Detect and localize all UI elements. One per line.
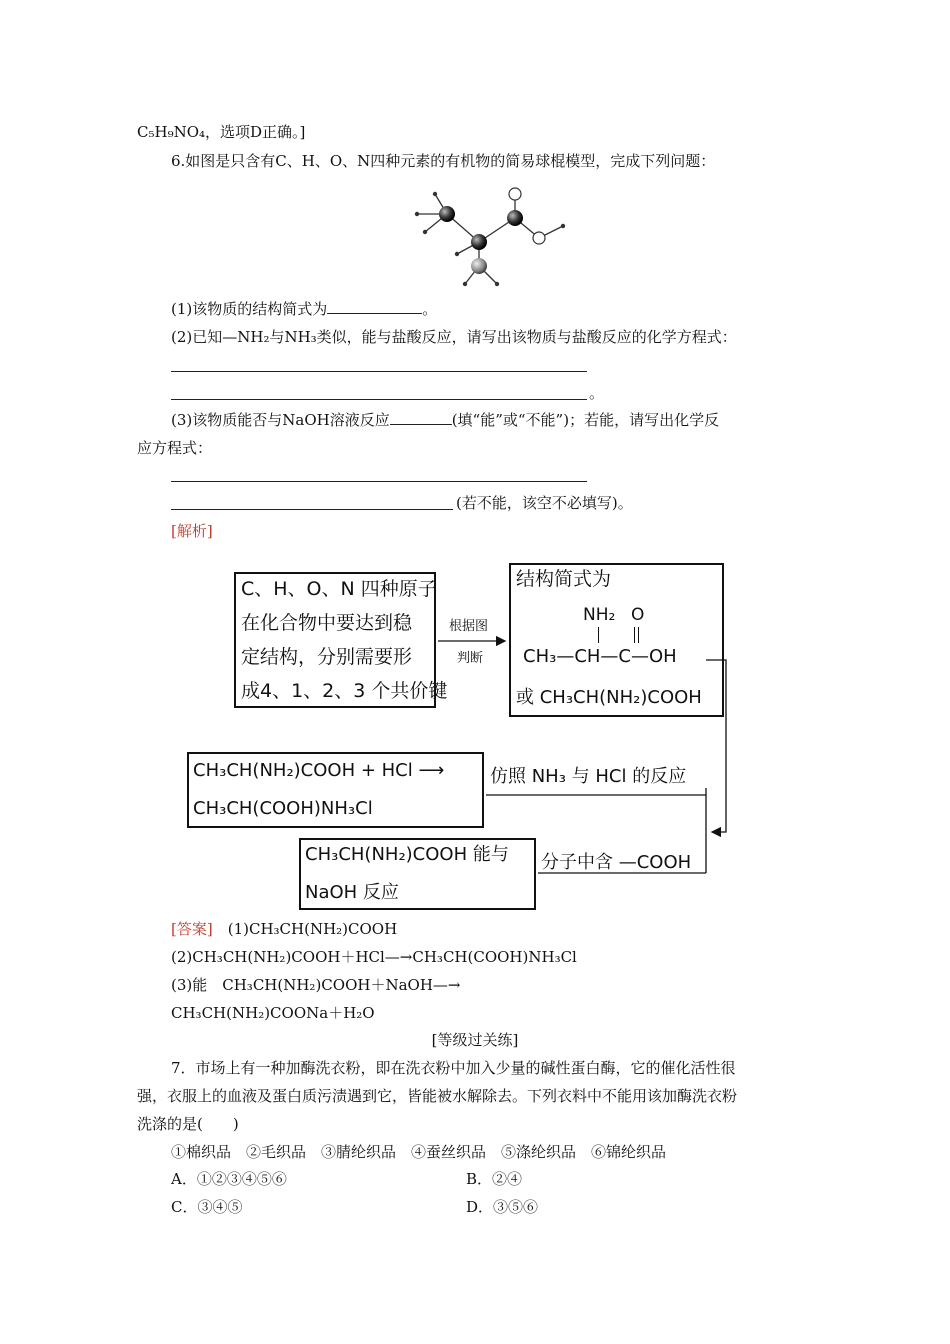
q7-line3: 洗涤的是( ) — [137, 1115, 239, 1133]
bond-vertical-n — [598, 627, 599, 643]
answer-blank-1[interactable] — [327, 299, 422, 314]
oxygen-atom-1 — [509, 188, 521, 200]
q6-part3-tail: (若不能，该空不必填写)。 — [456, 494, 633, 512]
flow-condition-hcl: 仿照 NH₃ 与 HCl 的反应 — [490, 766, 687, 787]
answer-3b: CH₃CH(NH₂)COONa＋H₂O — [171, 1004, 375, 1022]
carbon-atom-3 — [507, 210, 523, 226]
carbon-atom-2 — [471, 234, 487, 250]
flow-box2-title: 结构简式为 — [516, 568, 612, 590]
q7-line2: 强，衣服上的血液及蛋白质污渍遇到它，皆能被水解除去。下列衣料中不能用该加酶洗衣粉 — [137, 1087, 738, 1105]
flow-box-hcl-reaction — [187, 752, 484, 828]
q6-part2-end: 。 — [589, 384, 605, 402]
flow-box1-line1: C、H、O、N 四种原子 — [241, 578, 437, 600]
q7-option-c[interactable]: C．③④⑤ — [171, 1198, 243, 1216]
section-title: [等级过关练] — [431, 1031, 519, 1049]
ball-stick-model — [405, 180, 585, 290]
q6-part1-end: 。 — [422, 300, 438, 318]
q6-stem: 6.如图是只含有C、H、O、N四种元素的有机物的简易球棍模型，完成下列问题： — [171, 152, 716, 170]
flow-box3-line2: CH₃CH(COOH)NH₃Cl — [193, 798, 373, 819]
flow-box1-line2: 在化合物中要达到稳 — [241, 612, 413, 634]
q7-option-b[interactable]: B．②④ — [466, 1170, 523, 1188]
q5-tail: C₅H₉NO₄，选项D正确。] — [137, 123, 306, 141]
bond-double-o-1 — [634, 627, 635, 643]
q7-items: ①棉织品 ②毛织品 ③腈纶织品 ④蚕丝织品 ⑤涤纶织品 ⑥锦纶织品 — [171, 1143, 667, 1161]
flow-box-principle — [234, 572, 448, 708]
flow-box4-line1: CH₃CH(NH₂)COOH 能与 — [305, 844, 509, 865]
arrow1-label-bottom: 判断 — [457, 651, 484, 666]
q7-line1: 7．市场上有一种加酶洗衣粉，即在洗衣粉中加入少量的碱性蛋白酶，它的催化活性很 — [171, 1059, 736, 1077]
flow-box-naoh-reaction — [299, 838, 536, 910]
q6-part3-text: (3)该物质能否与NaOH溶液反应 — [171, 411, 390, 429]
q6-part1-text: (1)该物质的结构简式为 — [171, 300, 328, 318]
flow-condition-cooh: 分子中含 —COOH — [541, 852, 692, 873]
flow-box4-line2: NaOH 反应 — [305, 882, 399, 903]
answer-line-3b[interactable] — [171, 509, 453, 510]
flow-box1-line3: 定结构，分别需要形 — [241, 646, 413, 668]
q6-part2: (2)已知—NH₂与NH₃类似，能与盐酸反应，请写出该物质与盐酸反应的化学方程式： — [171, 328, 737, 346]
answer-1: (1)CH₃CH(NH₂)COOH — [227, 920, 398, 938]
answer-line-2b[interactable] — [171, 399, 587, 400]
flow-box1-line4: 成4、1、2、3 个共价键 — [241, 680, 448, 702]
q7-option-a[interactable]: A．①②③④⑤⑥ — [171, 1170, 287, 1188]
q6-part3 — [171, 409, 719, 431]
q6-part3-hint: (填“能”或“不能”)；若能，请写出化学反 — [451, 411, 720, 429]
q6-part1 — [171, 298, 437, 320]
flow-box-structure — [509, 563, 724, 717]
answer-blank-3[interactable] — [390, 410, 452, 425]
arrow1-label-top: 根据图 — [449, 619, 489, 634]
bond-double-o-2 — [638, 627, 639, 643]
analysis-label: [解析] — [171, 522, 213, 540]
flow-box2-alt: 或 CH₃CH(NH₂)COOH — [516, 687, 702, 708]
q7-option-d[interactable]: D．③⑤⑥ — [466, 1198, 539, 1216]
flow-box2-chain: CH₃—CH—C—OH — [523, 646, 677, 667]
q6-part3-line2: 应方程式： — [137, 439, 213, 457]
answer-2: (2)CH₃CH(NH₂)COOH＋HCl—→CH₃CH(COOH)NH₃Cl — [171, 948, 577, 966]
answer-label: [答案] — [171, 920, 213, 938]
flow-box3-line1: CH₃CH(NH₂)COOH + HCl ⟶ — [193, 760, 445, 781]
flow-box2-oxygen: O — [631, 605, 645, 625]
carbon-atom-1 — [439, 206, 455, 222]
answer-line-1 — [171, 918, 397, 940]
answer-3: (3)能 CH₃CH(NH₂)COOH＋NaOH—→ — [171, 976, 461, 994]
answer-line-2a[interactable] — [171, 371, 587, 372]
flow-box2-nh2: NH₂ — [583, 605, 616, 625]
nitrogen-atom — [471, 258, 487, 274]
answer-line-3a[interactable] — [171, 481, 587, 482]
oxygen-atom-2 — [533, 232, 545, 244]
